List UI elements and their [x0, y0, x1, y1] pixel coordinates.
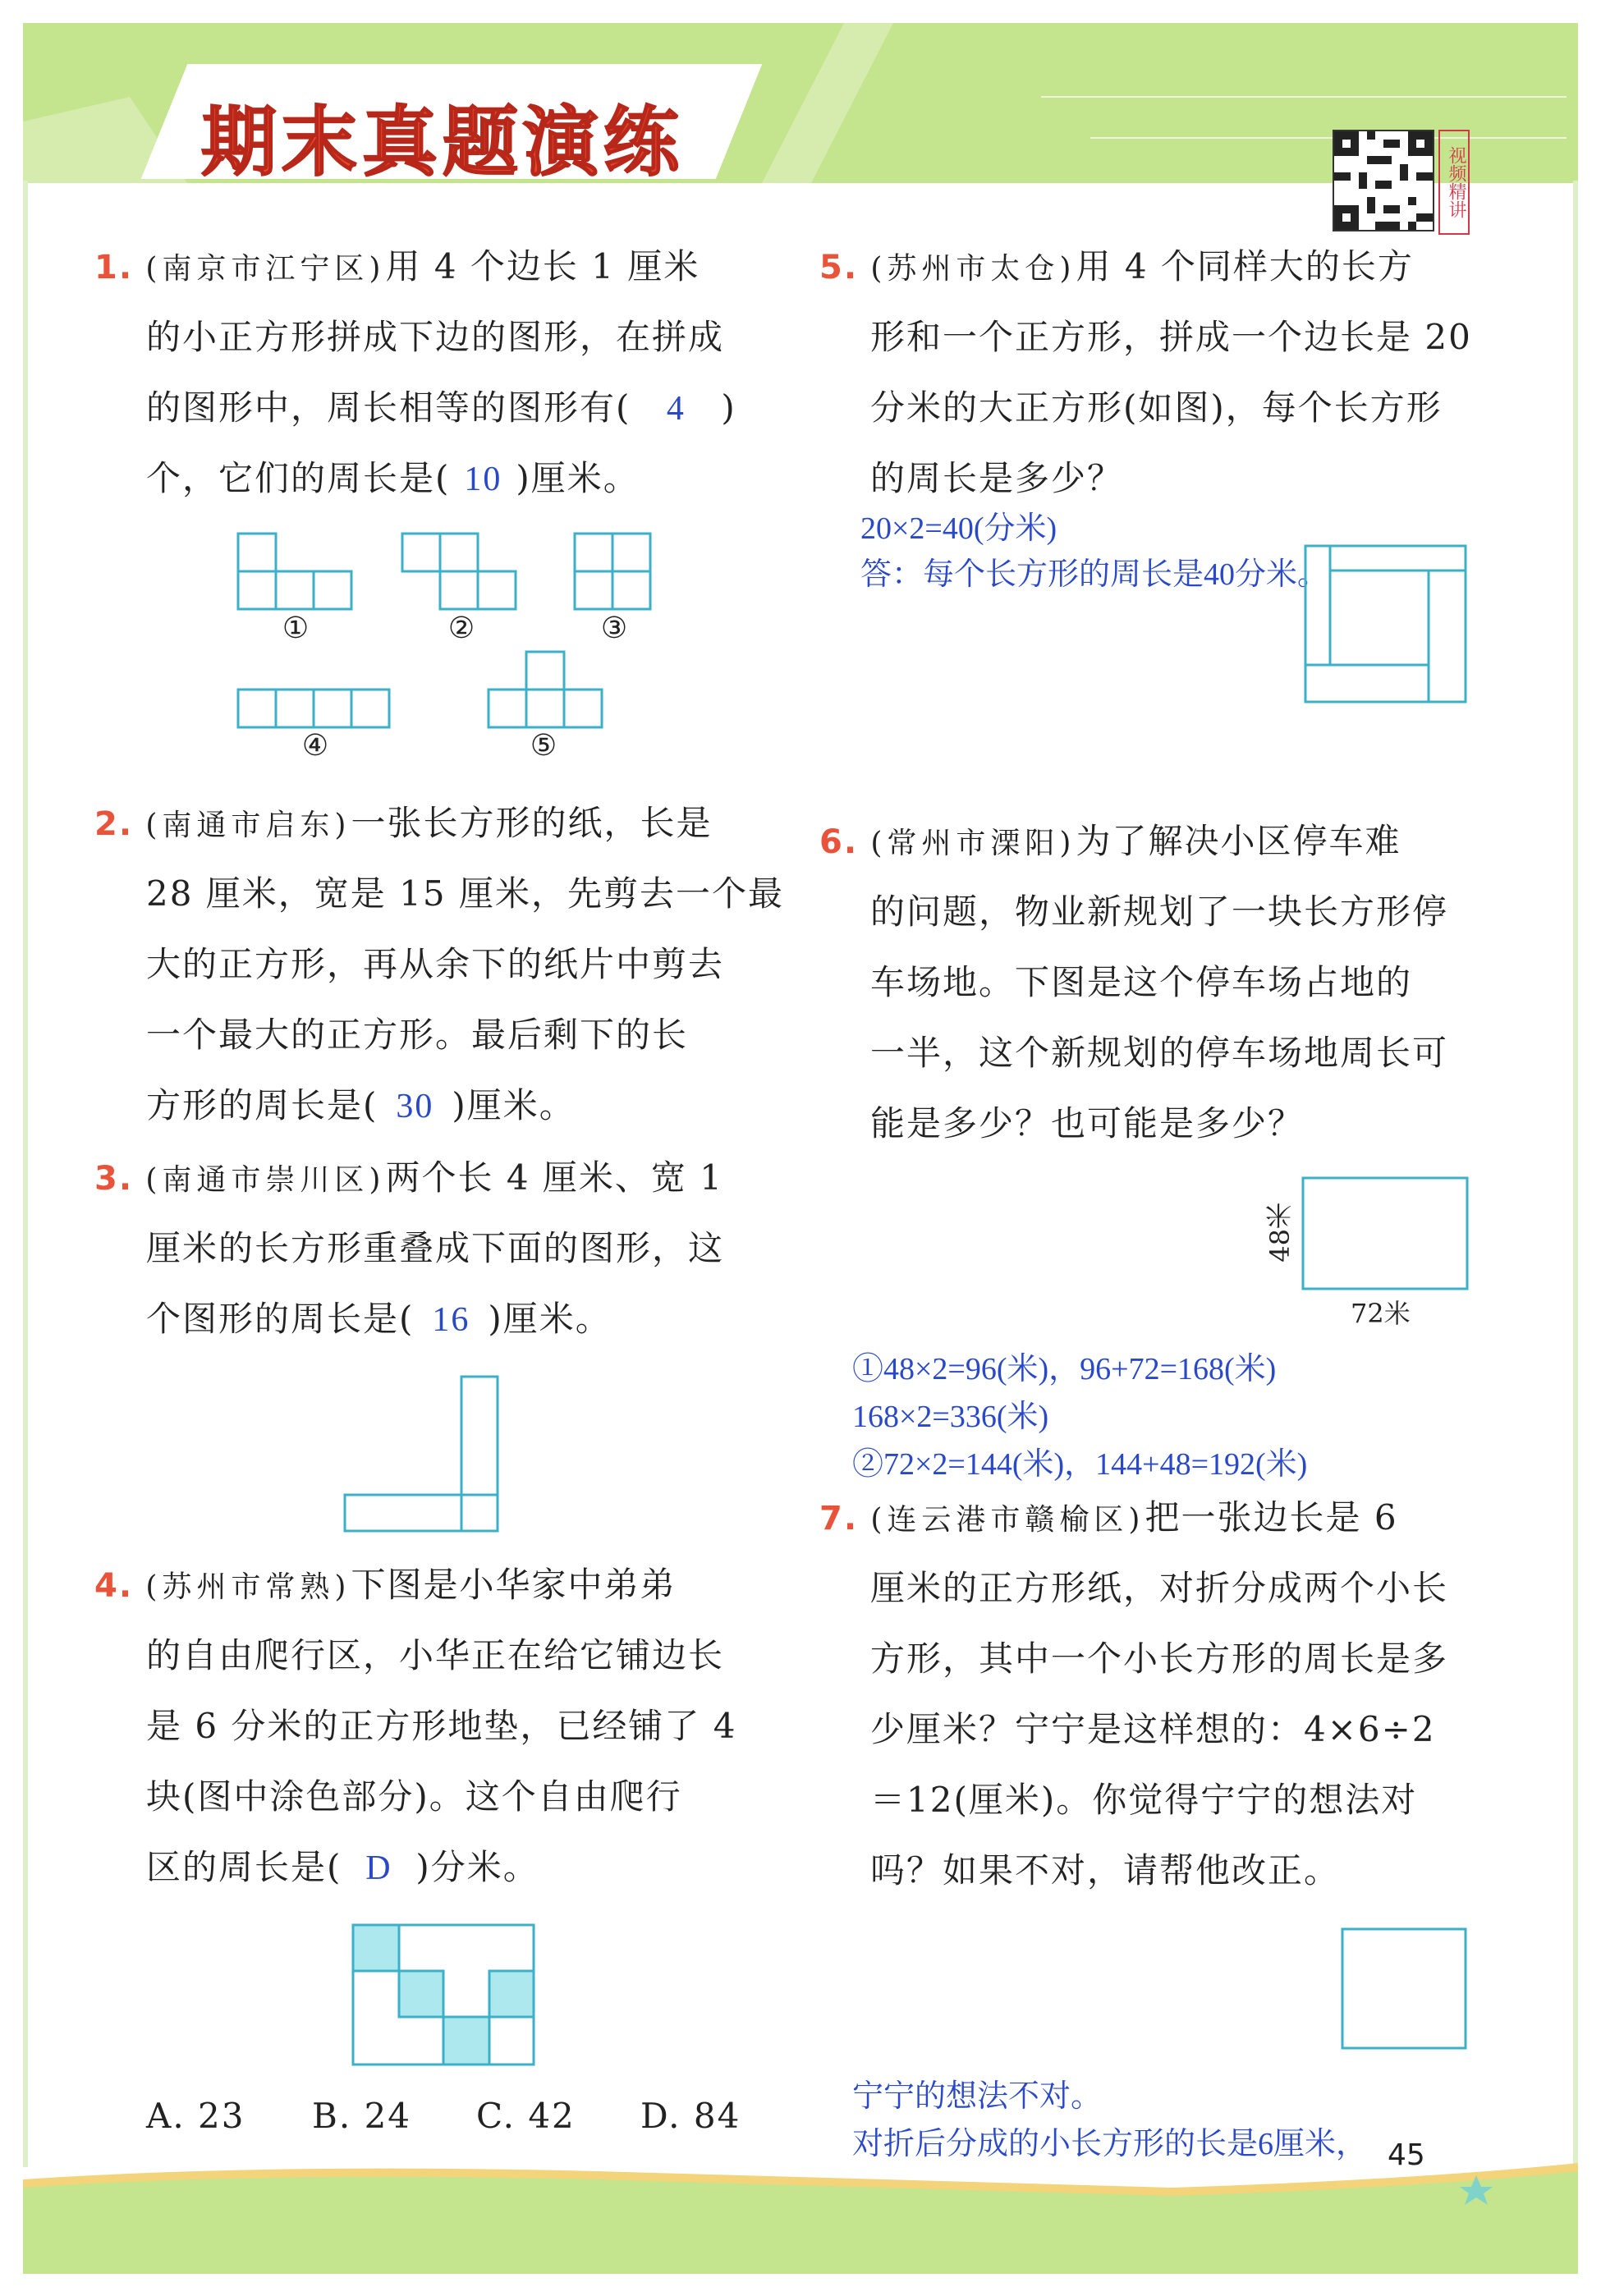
question-text: 的问题，物业新规划了一块长方形停 — [870, 891, 1449, 932]
question-text: 车场地。下图是这个停车场占地的 — [870, 962, 1413, 1002]
shape-3 — [575, 534, 650, 609]
question-text: 个，它们的周长是( — [146, 458, 451, 498]
handwritten-work: 宁宁的想法不对。 — [852, 2079, 1103, 2114]
question-text: 用 4 个边长 1 厘米 — [385, 246, 700, 286]
question-text: 少厘米？宁宁是这样想的：4×6÷2 — [870, 1709, 1436, 1749]
question-text: 区的周长是( — [146, 1847, 342, 1887]
answer-blank[interactable]: 30 — [396, 1088, 434, 1125]
question-source: (南通市启东) — [145, 809, 351, 842]
shape-1 — [238, 534, 351, 609]
right-border — [1573, 181, 1578, 2167]
q7-square-paper-figure — [1338, 1925, 1470, 2052]
answer-blank[interactable]: 16 — [432, 1301, 470, 1339]
question-text: 的小正方形拼成下边的图形，在拼成 — [146, 317, 725, 357]
question-source: (南京市江宁区) — [145, 252, 386, 286]
question-source: (连云港市赣榆区) — [870, 1503, 1145, 1537]
question-text: )厘米。 — [516, 458, 640, 498]
question-text: 大的正方形，再从余下的纸片中剪去 — [146, 944, 725, 984]
handwritten-work: 对折后分成的小长方形的长是6厘米， — [852, 2127, 1368, 2161]
question-number: 3. — [94, 1160, 134, 1198]
question-text: 方形的周长是( — [146, 1085, 378, 1125]
left-border — [23, 181, 28, 2167]
question-text: 为了解决小区停车难 — [1076, 821, 1401, 861]
question-text: ＝12(厘米)。你觉得宁宁的想法对 — [870, 1780, 1418, 1820]
question-text: 下图是小华家中弟弟 — [351, 1565, 677, 1605]
question-text: 两个长 4 厘米、宽 1 — [385, 1157, 723, 1198]
question-number: 1. — [94, 249, 134, 286]
question-text: )厘米。 — [488, 1299, 612, 1339]
question-text: 的图形中，周长相等的图形有( — [146, 387, 631, 428]
question-text: 一个最大的正方形。最后剩下的长 — [146, 1015, 689, 1055]
question-text: 的自由爬行区，小华正在给它铺边长 — [146, 1635, 725, 1675]
question-text: 一张长方形的纸，长是 — [351, 803, 713, 843]
video-lecture-label[interactable]: 视频精讲 — [1438, 130, 1470, 235]
question-source: (常州市溧阳) — [870, 827, 1076, 860]
question-text: 个图形的周长是( — [146, 1299, 415, 1339]
shape-2 — [402, 534, 516, 609]
question-text: 厘米的长方形重叠成下面的图形，这 — [146, 1228, 725, 1268]
shape-4 — [238, 690, 389, 727]
question-number: 4. — [94, 1567, 134, 1605]
shape-5 — [489, 652, 602, 727]
dimension-height-label: 48米 — [1264, 1203, 1296, 1263]
question-text: )厘米。 — [452, 1085, 576, 1125]
option-b[interactable]: B. 24 — [312, 2096, 412, 2136]
option-c[interactable]: C. 42 — [476, 2096, 576, 2136]
handwritten-answer: 答：每个长方形的周长是40分米。 — [860, 557, 1329, 592]
question-text: 方形，其中一个小长方形的周长是多 — [870, 1638, 1449, 1679]
question-text: 把一张边长是 6 — [1145, 1497, 1398, 1538]
shape-label-1: ① — [282, 612, 310, 645]
question-text: 能是多少？也可能是多少？ — [870, 1103, 1305, 1143]
question-text: 是 6 分米的正方形地垫，已经铺了 4 — [146, 1706, 737, 1746]
handwritten-work: ①48×2=96(米)，96+72=168(米) — [852, 1352, 1277, 1386]
q3-l-shape-figure — [341, 1371, 505, 1535]
answer-blank[interactable]: D — [365, 1849, 392, 1887]
question-source: (苏州市常熟) — [145, 1570, 351, 1604]
question-text: 用 4 个同样大的长方 — [1076, 246, 1414, 286]
question-number: 2. — [94, 805, 134, 843]
answer-blank[interactable]: 10 — [464, 461, 502, 498]
qr-code-icon[interactable] — [1333, 130, 1434, 231]
shape-label-4: ④ — [301, 729, 329, 763]
footer-band — [23, 2151, 1578, 2274]
question-source: (南通市崇川区) — [145, 1163, 386, 1197]
question-text: 一半，这个新规划的停车场地周长可 — [870, 1033, 1449, 1073]
q6-parking-lot-figure — [1299, 1174, 1471, 1293]
question-source: (苏州市太仓) — [870, 252, 1076, 286]
question-text: 28 厘米，宽是 15 厘米，先剪去一个最 — [146, 873, 784, 914]
shape-label-2: ② — [447, 612, 475, 645]
question-text: 形和一个正方形，拼成一个边长是 20 — [870, 317, 1472, 357]
question-text: 的周长是多少？ — [870, 458, 1124, 498]
question-text: ) — [721, 387, 736, 428]
option-a[interactable]: A. 23 — [146, 2096, 245, 2136]
q5-square-figure — [1297, 542, 1470, 706]
handwritten-work: 168×2=336(米) — [852, 1400, 1049, 1434]
option-d[interactable]: D. 84 — [640, 2096, 741, 2136]
question-number: 7. — [819, 1500, 859, 1538]
q4-crawl-area-figure — [345, 1917, 542, 2073]
question-text: 厘米的正方形纸，对折分成两个小长 — [870, 1568, 1449, 1608]
question-text: 块(图中涂色部分)。这个自由爬行 — [146, 1776, 682, 1817]
shape-label-5: ⑤ — [530, 729, 557, 763]
question-number: 5. — [819, 249, 859, 286]
question-text: 分米的大正方形(如图)，每个长方形 — [870, 387, 1443, 428]
dimension-width-label: 72米 — [1351, 1298, 1411, 1329]
handwritten-work: ②72×2=144(米)，144+48=192(米) — [852, 1447, 1308, 1482]
shape-label-3: ③ — [600, 612, 628, 645]
handwritten-work: 20×2=40(分米) — [860, 511, 1057, 546]
answer-blank[interactable]: 4 — [666, 390, 686, 428]
question-number: 6. — [819, 823, 859, 861]
page-number: 45 — [1388, 2138, 1425, 2172]
question-text: 吗？如果不对，请帮他改正。 — [870, 1850, 1341, 1890]
question-text: )分米。 — [415, 1847, 539, 1887]
page-title: 期末真题演练 — [201, 99, 685, 186]
